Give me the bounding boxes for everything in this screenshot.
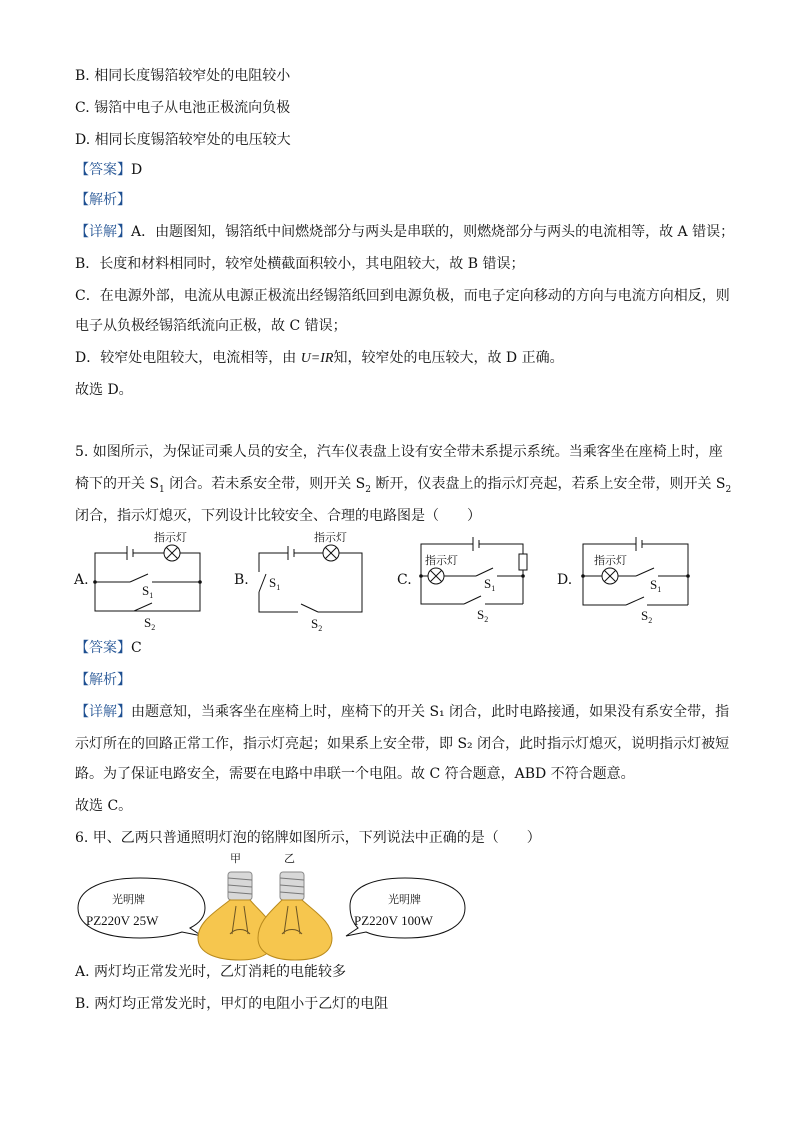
answer-value: D — [131, 162, 143, 178]
detail-tag: 【详解】 — [75, 704, 131, 720]
bulb-a-spec: PZ220V 25W — [86, 913, 159, 928]
answer-tag: 【答案】 — [75, 640, 131, 656]
q5-analysis-tag: 【解析】 — [75, 672, 131, 688]
detail-tag: 【详解】 — [75, 224, 131, 240]
bulb-a-brand: 光明牌 — [112, 893, 145, 906]
q6-stem: 6. 甲、乙两只普通照明灯泡的铭牌如图所示，下列说法中正确的是（ ） — [75, 830, 541, 846]
answer-value: C — [131, 640, 142, 656]
lamp-label: 指示灯 — [425, 554, 458, 567]
q4-detail-5 — [75, 348, 564, 369]
subscript: 2 — [725, 484, 732, 495]
nameplate-bubble-a — [78, 878, 205, 938]
switch-s2-label: $S_2$ — [477, 607, 489, 624]
switch-s1-label: $S_1$ — [650, 577, 662, 594]
q4-option-d: D. 相同长度锡箔较窄处的电压较大 — [75, 132, 291, 148]
q5-detail-2: 示灯所在的回路正常工作，指示灯亮起；如果系上安全带，即 S₂ 闭合，此时指示灯熄灭，说明指示灯被短 — [75, 736, 730, 752]
q5-stem-2 — [75, 474, 731, 500]
q4-option-b: B. 相同长度锡箔较窄处的电阻较小 — [75, 68, 291, 84]
bulb-figure — [70, 850, 470, 964]
stem-text: 闭合。若未系安全带，则开关 S — [164, 476, 366, 492]
subscript: 1 — [159, 484, 165, 495]
q4-answer — [75, 160, 142, 180]
nameplate-bubble-b — [346, 878, 465, 938]
circuit-option-c-label: C. — [397, 572, 412, 588]
stem-text: 椅下的开关 S — [75, 476, 160, 492]
q4-detail-3: C．在电源外部，电流从电源正极流出经锡箔纸回到电源负极，而电子定向移动的方向与电流方向相反，则 — [75, 288, 730, 304]
lamp-label: 指示灯 — [314, 531, 347, 544]
bulb-b-brand: 光明牌 — [388, 893, 421, 906]
circuit-diagram-c — [418, 532, 533, 636]
switch-s2-label: $S_2$ — [641, 608, 653, 625]
detail-text: 由题意知，当乘客坐在座椅上时，座椅下的开关 S₁ 闭合，此时电路接通，如果没有系安全带，指 — [131, 704, 730, 720]
bulb-b-icon — [258, 872, 332, 960]
q5-detail-1 — [75, 702, 729, 722]
q6-option-b: B. 两灯均正常发光时，甲灯的电阻小于乙灯的电阻 — [75, 996, 389, 1012]
formula: U=IR — [300, 351, 334, 366]
switch-s1-label: $S_1$ — [142, 583, 154, 600]
switch-s1-label: $S_1$ — [269, 575, 281, 592]
q5-stem-3: 闭合，指示灯熄灭，下列设计比较安全、合理的电路图是（ ） — [75, 508, 481, 524]
q4-detail-4: 电子从负极经锡箔纸流向正极，故 C 错误； — [75, 318, 347, 334]
switch-s1-label: $S_1$ — [484, 576, 496, 593]
bulb-b-label: 乙 — [284, 852, 295, 865]
q4-analysis-tag: 【解析】 — [75, 192, 131, 208]
lamp-label: 指示灯 — [594, 554, 627, 567]
detail-text: A．由题图知，锡箔纸中间燃烧部分与两头是串联的，则燃烧部分与两头的电流相等，故 A 错误； — [131, 224, 735, 240]
answer-tag: 【答案】 — [75, 162, 131, 178]
q4-detail-1 — [75, 222, 734, 242]
bulb-b-spec: PZ220V 100W — [354, 913, 433, 928]
q5-answer — [75, 638, 142, 658]
circuit-diagram-d — [580, 532, 695, 636]
lamp-label: 指示灯 — [154, 531, 187, 544]
q5-detail-3: 路。为了保证电路安全，需要在电路中串联一个电阻。故 C 符合题意，ABD 不符合题意。 — [75, 766, 635, 782]
q4-detail-2: B．长度和材料相同时，较窄处横截面积较小，其电阻较大，故 B 错误； — [75, 256, 525, 272]
switch-s2-label: $S_2$ — [144, 615, 156, 632]
q6-option-a: A. 两灯均正常发光时，乙灯消耗的电能较多 — [75, 964, 347, 980]
circuit-diagram-a — [92, 530, 207, 639]
bulb-a-label: 甲 — [230, 852, 241, 865]
q5-selection: 故选 C。 — [75, 798, 133, 814]
stem-text: 断开，仪表盘上的指示灯亮起，若系上安全带，则开关 S — [371, 476, 726, 492]
circuit-option-b-label: B. — [234, 572, 249, 588]
q4-option-c: C. 锡箔中电子从电池正极流向负极 — [75, 100, 291, 116]
q5-stem-1: 5. 如图所示，为保证司乘人员的安全，汽车仪表盘上设有安全带未系提示系统。当乘客坐在座椅上时，座 — [75, 444, 723, 460]
detail-text: 知，较窄处的电压较大，故 D 正确。 — [333, 350, 564, 366]
q4-selection: 故选 D。 — [75, 382, 133, 398]
subscript: 2 — [365, 484, 372, 495]
circuit-option-d-label: D. — [557, 572, 573, 588]
resistor — [519, 554, 527, 570]
circuit-diagram-b — [256, 530, 371, 639]
switch-s2-label: $S_2$ — [311, 616, 323, 633]
detail-text: D．较窄处电阻较大，电流相等，由 — [75, 350, 301, 366]
circuit-option-a-label: A. — [74, 572, 89, 588]
